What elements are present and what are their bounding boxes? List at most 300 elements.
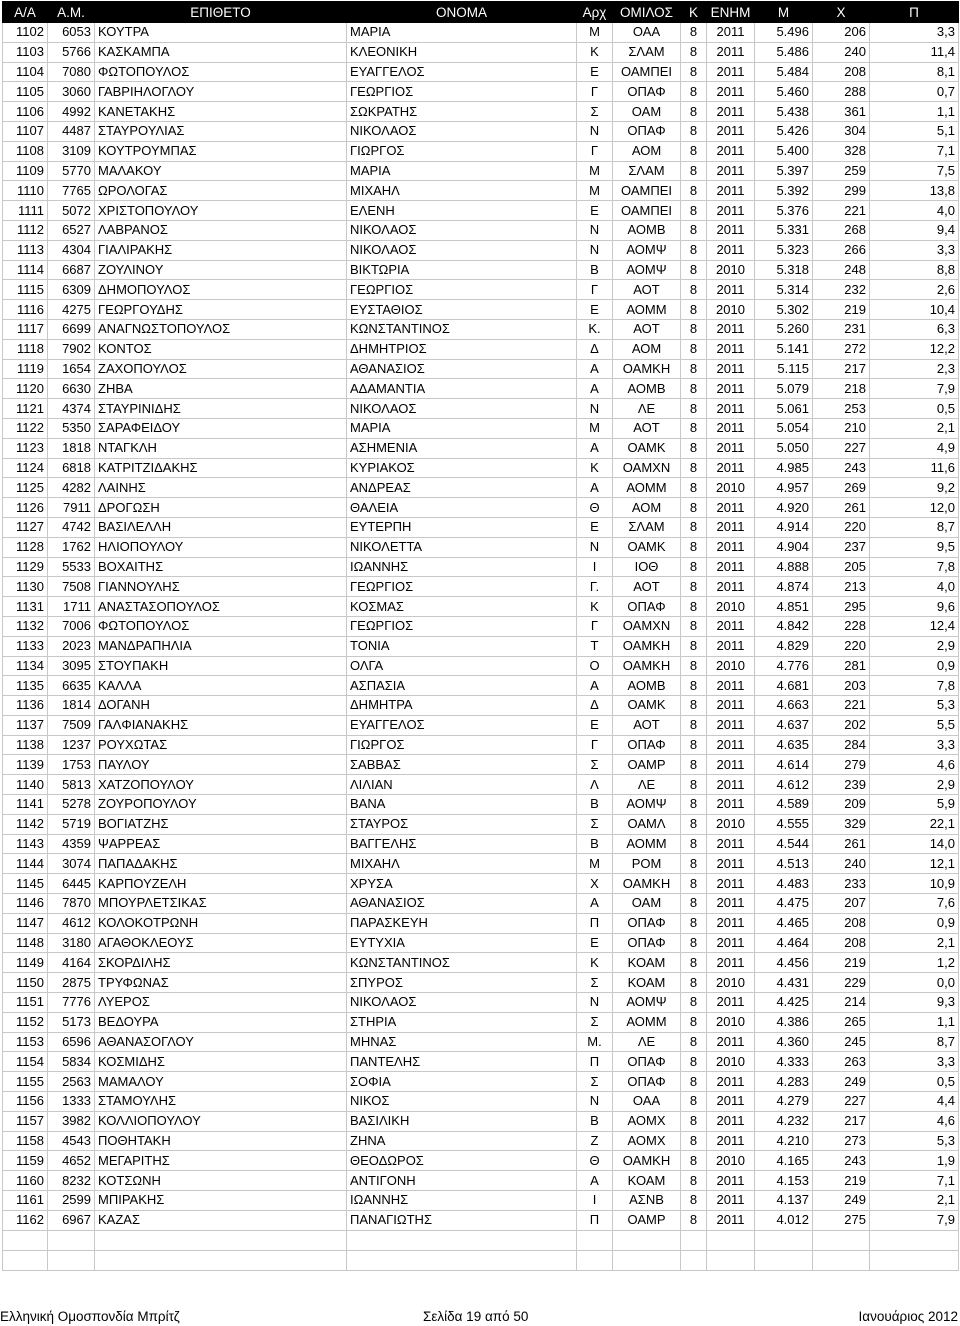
cell-k: 8 — [681, 240, 707, 260]
cell-k: 8 — [681, 498, 707, 518]
cell-x: 219 — [813, 300, 870, 320]
cell-x: 328 — [813, 141, 870, 161]
cell-update: 2011 — [707, 399, 755, 419]
cell-am: 6445 — [48, 874, 95, 894]
table-row — [3, 102, 959, 122]
cell-k: 8 — [681, 1072, 707, 1092]
cell-aa: 1159 — [3, 1151, 48, 1171]
cell-x: 295 — [813, 597, 870, 617]
cell-x: 259 — [813, 161, 870, 181]
cell-surname: ΖΗΒΑ — [95, 379, 347, 399]
cell-m: 4.333 — [755, 1052, 813, 1072]
cell-m: 5.318 — [755, 260, 813, 280]
cell-am: 6818 — [48, 458, 95, 478]
cell-x: 249 — [813, 1191, 870, 1211]
cell-initial: Κ — [577, 953, 613, 973]
cell-initial: Θ — [577, 498, 613, 518]
table-row — [3, 735, 959, 755]
cell-k: 8 — [681, 1092, 707, 1112]
cell-update: 2011 — [707, 676, 755, 696]
cell-name: ΝΙΚΟΛΑΟΣ — [347, 220, 577, 240]
cell-initial: Μ — [577, 418, 613, 438]
cell-k: 8 — [681, 438, 707, 458]
cell-name: ΓΕΩΡΓΙΟΣ — [347, 280, 577, 300]
cell-name: ΔΗΜΗΤΡΑ — [347, 696, 577, 716]
cell-club: ΑΟΜΨ — [613, 240, 681, 260]
cell-x: 229 — [813, 973, 870, 993]
cell-x: 279 — [813, 755, 870, 775]
cell-name: ΑΘΑΝΑΣΙΟΣ — [347, 894, 577, 914]
cell-surname: ΔΟΓΑΝΗ — [95, 696, 347, 716]
cell-x: 221 — [813, 201, 870, 221]
header-m: Μ — [755, 2, 813, 23]
cell-x: 361 — [813, 102, 870, 122]
cell-k: 8 — [681, 300, 707, 320]
cell-club: ΑΟΜΜ — [613, 300, 681, 320]
cell-p: 2,1 — [870, 418, 959, 438]
cell-x: 265 — [813, 1012, 870, 1032]
cell-surname: ΣΤΑΜΟΥΛΗΣ — [95, 1092, 347, 1112]
cell-name: ΓΕΩΡΓΙΟΣ — [347, 577, 577, 597]
cell-name: ΚΥΡΙΑΚΟΣ — [347, 458, 577, 478]
cell-aa: 1114 — [3, 260, 48, 280]
empty-cell — [3, 1250, 48, 1270]
cell-initial: Β — [577, 795, 613, 815]
cell-name: ΑΝΔΡΕΑΣ — [347, 478, 577, 498]
cell-aa: 1152 — [3, 1012, 48, 1032]
cell-p: 7,9 — [870, 1210, 959, 1230]
cell-name: ΜΙΧΑΗΛ — [347, 181, 577, 201]
cell-k: 8 — [681, 1131, 707, 1151]
cell-k: 8 — [681, 1032, 707, 1052]
cell-am: 5766 — [48, 42, 95, 62]
cell-surname: ΖΟΥΡΟΠΟΥΛΟΥ — [95, 795, 347, 815]
table-row — [3, 894, 959, 914]
cell-am: 4282 — [48, 478, 95, 498]
cell-k: 8 — [681, 656, 707, 676]
cell-m: 5.331 — [755, 220, 813, 240]
cell-k: 8 — [681, 775, 707, 795]
cell-x: 208 — [813, 913, 870, 933]
cell-k: 8 — [681, 735, 707, 755]
cell-club: ΟΑΜΚΗ — [613, 874, 681, 894]
cell-k: 8 — [681, 260, 707, 280]
table-row — [3, 319, 959, 339]
cell-surname: ΔΡΟΓΩΣΗ — [95, 498, 347, 518]
cell-initial: Ε — [577, 201, 613, 221]
cell-am: 5719 — [48, 814, 95, 834]
table-row — [3, 458, 959, 478]
cell-initial: Ι — [577, 557, 613, 577]
cell-k: 8 — [681, 1151, 707, 1171]
cell-am: 5173 — [48, 1012, 95, 1032]
cell-club: ΟΑΜΚΗ — [613, 636, 681, 656]
cell-name: ΒΑΓΓΕΛΗΣ — [347, 834, 577, 854]
cell-name: ΑΣΠΑΣΙΑ — [347, 676, 577, 696]
table-row — [3, 557, 959, 577]
cell-k: 8 — [681, 141, 707, 161]
cell-name: ΒΙΚΤΩΡΙΑ — [347, 260, 577, 280]
cell-m: 4.386 — [755, 1012, 813, 1032]
cell-am: 4304 — [48, 240, 95, 260]
cell-initial: Α — [577, 438, 613, 458]
cell-club: ΟΑΜΚ — [613, 537, 681, 557]
table-row — [3, 280, 959, 300]
empty-cell — [577, 1230, 613, 1250]
cell-p: 14,0 — [870, 834, 959, 854]
cell-m: 5.141 — [755, 339, 813, 359]
table-row — [3, 874, 959, 894]
cell-m: 4.612 — [755, 775, 813, 795]
cell-initial: Δ — [577, 339, 613, 359]
cell-p: 1,1 — [870, 102, 959, 122]
cell-p: 4,0 — [870, 577, 959, 597]
cell-k: 8 — [681, 854, 707, 874]
cell-club: ΡΟΜ — [613, 854, 681, 874]
cell-initial: Π — [577, 913, 613, 933]
cell-surname: ΚΟΝΤΟΣ — [95, 339, 347, 359]
cell-am: 4374 — [48, 399, 95, 419]
cell-surname: ΓΑΒΡΙΗΛΟΓΛΟΥ — [95, 82, 347, 102]
cell-update: 2011 — [707, 1072, 755, 1092]
cell-surname: ΣΤΑΥΡΙΝΙΔΗΣ — [95, 399, 347, 419]
cell-club: ΟΑΑ — [613, 23, 681, 43]
table-row — [3, 1012, 959, 1032]
cell-x: 208 — [813, 933, 870, 953]
cell-aa: 1130 — [3, 577, 48, 597]
cell-update: 2011 — [707, 201, 755, 221]
cell-surname: ΦΩΤΟΠΟΥΛΟΣ — [95, 616, 347, 636]
cell-update: 2011 — [707, 240, 755, 260]
cell-x: 233 — [813, 874, 870, 894]
cell-name: ΟΛΓΑ — [347, 656, 577, 676]
cell-name: ΕΥΑΓΓΕΛΟΣ — [347, 62, 577, 82]
cell-am: 5533 — [48, 557, 95, 577]
cell-k: 8 — [681, 458, 707, 478]
cell-x: 273 — [813, 1131, 870, 1151]
cell-p: 5,3 — [870, 1131, 959, 1151]
cell-m: 5.115 — [755, 359, 813, 379]
cell-x: 243 — [813, 458, 870, 478]
cell-initial: Κ — [577, 42, 613, 62]
cell-initial: Σ — [577, 973, 613, 993]
cell-p: 2,1 — [870, 933, 959, 953]
table-row — [3, 913, 959, 933]
cell-surname: ΚΑΡΠΟΥΖΕΛΗ — [95, 874, 347, 894]
cell-aa: 1158 — [3, 1131, 48, 1151]
table-row — [3, 854, 959, 874]
cell-k: 8 — [681, 339, 707, 359]
cell-initial: Σ — [577, 814, 613, 834]
cell-aa: 1111 — [3, 201, 48, 221]
cell-k: 8 — [681, 577, 707, 597]
cell-name: ΕΥΑΓΓΕΛΟΣ — [347, 715, 577, 735]
cell-aa: 1109 — [3, 161, 48, 181]
cell-name: ΜΑΡΙΑ — [347, 161, 577, 181]
cell-p: 12,1 — [870, 854, 959, 874]
cell-am: 2599 — [48, 1191, 95, 1211]
cell-am: 6687 — [48, 260, 95, 280]
cell-initial: Ε — [577, 933, 613, 953]
cell-x: 304 — [813, 121, 870, 141]
header-am: Α.Μ. — [48, 2, 95, 23]
cell-x: 261 — [813, 834, 870, 854]
cell-m: 4.681 — [755, 676, 813, 696]
cell-k: 8 — [681, 23, 707, 43]
cell-update: 2011 — [707, 141, 755, 161]
empty-cell — [347, 1230, 577, 1250]
cell-am: 7006 — [48, 616, 95, 636]
table-row — [3, 1171, 959, 1191]
cell-p: 6,3 — [870, 319, 959, 339]
cell-surname: ΩΡΟΛΟΓΑΣ — [95, 181, 347, 201]
cell-p: 10,4 — [870, 300, 959, 320]
table-row — [3, 141, 959, 161]
table-row — [3, 636, 959, 656]
cell-club: ΑΣΝΒ — [613, 1191, 681, 1211]
cell-surname: ΧΡΙΣΤΟΠΟΥΛΟΥ — [95, 201, 347, 221]
table-row — [3, 1131, 959, 1151]
cell-aa: 1115 — [3, 280, 48, 300]
cell-initial: Σ — [577, 755, 613, 775]
cell-aa: 1120 — [3, 379, 48, 399]
cell-x: 231 — [813, 319, 870, 339]
cell-am: 4487 — [48, 121, 95, 141]
cell-update: 2011 — [707, 913, 755, 933]
cell-update: 2011 — [707, 735, 755, 755]
header-club: ΟΜΙΛΟΣ — [613, 2, 681, 23]
cell-name: ΠΑΡΑΣΚΕΥΗ — [347, 913, 577, 933]
table-row — [3, 933, 959, 953]
cell-x: 299 — [813, 181, 870, 201]
cell-aa: 1136 — [3, 696, 48, 716]
cell-update: 2011 — [707, 854, 755, 874]
cell-m: 5.397 — [755, 161, 813, 181]
cell-x: 243 — [813, 1151, 870, 1171]
cell-am: 4359 — [48, 834, 95, 854]
cell-m: 5.496 — [755, 23, 813, 43]
table-row — [3, 755, 959, 775]
cell-initial: Σ — [577, 102, 613, 122]
empty-cell — [48, 1230, 95, 1250]
cell-am: 1762 — [48, 537, 95, 557]
cell-surname: ΨΑΡΡΕΑΣ — [95, 834, 347, 854]
table-row — [3, 577, 959, 597]
cell-am: 8232 — [48, 1171, 95, 1191]
cell-initial: Γ — [577, 735, 613, 755]
cell-surname: ΑΘΑΝΑΣΟΓΛΟΥ — [95, 1032, 347, 1052]
cell-name: ΝΙΚΟΛΑΟΣ — [347, 121, 577, 141]
cell-p: 2,9 — [870, 775, 959, 795]
cell-p: 4,9 — [870, 438, 959, 458]
cell-name: ΓΙΩΡΓΟΣ — [347, 141, 577, 161]
cell-club: ΟΑΜΚΗ — [613, 359, 681, 379]
cell-k: 8 — [681, 913, 707, 933]
cell-aa: 1144 — [3, 854, 48, 874]
cell-am: 2875 — [48, 973, 95, 993]
cell-club: ΑΟΜΜ — [613, 1012, 681, 1032]
cell-aa: 1104 — [3, 62, 48, 82]
cell-k: 8 — [681, 220, 707, 240]
cell-aa: 1147 — [3, 913, 48, 933]
cell-name: ΜΙΧΑΗΛ — [347, 854, 577, 874]
cell-update: 2011 — [707, 42, 755, 62]
cell-p: 9,6 — [870, 597, 959, 617]
cell-x: 202 — [813, 715, 870, 735]
cell-k: 8 — [681, 1191, 707, 1211]
cell-k: 8 — [681, 1171, 707, 1191]
cell-club: ΟΑΜΠΕΙ — [613, 181, 681, 201]
cell-m: 4.614 — [755, 755, 813, 775]
cell-p: 7,1 — [870, 141, 959, 161]
cell-p: 12,0 — [870, 498, 959, 518]
cell-aa: 1129 — [3, 557, 48, 577]
empty-cell — [613, 1250, 681, 1270]
table-row — [3, 1092, 959, 1112]
cell-k: 8 — [681, 834, 707, 854]
cell-k: 8 — [681, 181, 707, 201]
cell-k: 8 — [681, 557, 707, 577]
cell-p: 8,1 — [870, 62, 959, 82]
cell-surname: ΓΙΑΛΙΡΑΚΗΣ — [95, 240, 347, 260]
cell-aa: 1131 — [3, 597, 48, 617]
cell-surname: ΓΙΑΝΝΟΥΛΗΣ — [95, 577, 347, 597]
cell-initial: Β — [577, 260, 613, 280]
cell-aa: 1161 — [3, 1191, 48, 1211]
cell-initial: Τ — [577, 636, 613, 656]
cell-x: 284 — [813, 735, 870, 755]
cell-update: 2011 — [707, 755, 755, 775]
empty-cell — [681, 1230, 707, 1250]
cell-club: ΟΑΜΛ — [613, 814, 681, 834]
cell-am: 4742 — [48, 517, 95, 537]
cell-club: ΟΑΑ — [613, 1092, 681, 1112]
cell-initial: Α — [577, 1171, 613, 1191]
cell-m: 5.400 — [755, 141, 813, 161]
cell-club: ΣΛΑΜ — [613, 517, 681, 537]
cell-x: 228 — [813, 616, 870, 636]
cell-m: 5.426 — [755, 121, 813, 141]
cell-surname: ΚΟΤΣΩΝΗ — [95, 1171, 347, 1191]
cell-x: 237 — [813, 537, 870, 557]
cell-m: 5.061 — [755, 399, 813, 419]
cell-am: 6053 — [48, 23, 95, 43]
cell-surname: ΚΑΣΚΑΜΠΑ — [95, 42, 347, 62]
table-row — [3, 379, 959, 399]
cell-update: 2011 — [707, 993, 755, 1013]
cell-club: ΑΟΤ — [613, 280, 681, 300]
cell-initial: Κ — [577, 458, 613, 478]
cell-aa: 1102 — [3, 23, 48, 43]
cell-surname: ΡΟΥΧΩΤΑΣ — [95, 735, 347, 755]
cell-x: 269 — [813, 478, 870, 498]
cell-update: 2010 — [707, 973, 755, 993]
cell-k: 8 — [681, 755, 707, 775]
cell-m: 5.314 — [755, 280, 813, 300]
cell-x: 221 — [813, 696, 870, 716]
cell-k: 8 — [681, 418, 707, 438]
empty-cell — [48, 1250, 95, 1270]
cell-x: 253 — [813, 399, 870, 419]
cell-update: 2011 — [707, 636, 755, 656]
cell-am: 2563 — [48, 1072, 95, 1092]
cell-x: 268 — [813, 220, 870, 240]
cell-aa: 1117 — [3, 319, 48, 339]
cell-aa: 1142 — [3, 814, 48, 834]
cell-initial: Σ — [577, 1072, 613, 1092]
cell-am: 4652 — [48, 1151, 95, 1171]
table-row — [3, 438, 959, 458]
cell-k: 8 — [681, 993, 707, 1013]
cell-club: ΑΟΜΒ — [613, 676, 681, 696]
cell-initial: Γ — [577, 616, 613, 636]
cell-surname: ΛΑΙΝΗΣ — [95, 478, 347, 498]
cell-p: 2,3 — [870, 359, 959, 379]
cell-surname: ΝΤΑΓΚΛΗ — [95, 438, 347, 458]
cell-aa: 1112 — [3, 220, 48, 240]
cell-surname: ΤΡΥΦΩΝΑΣ — [95, 973, 347, 993]
cell-initial: Β — [577, 834, 613, 854]
cell-aa: 1121 — [3, 399, 48, 419]
footer-date: Ιανουάριος 2012 — [858, 1309, 958, 1324]
cell-surname: ΚΟΣΜΙΔΗΣ — [95, 1052, 347, 1072]
cell-surname: ΒΟΧΑΙΤΗΣ — [95, 557, 347, 577]
cell-am: 3109 — [48, 141, 95, 161]
cell-x: 220 — [813, 636, 870, 656]
cell-p: 7,9 — [870, 379, 959, 399]
cell-p: 2,6 — [870, 280, 959, 300]
cell-k: 8 — [681, 676, 707, 696]
header-x: Χ — [813, 2, 870, 23]
cell-aa: 1124 — [3, 458, 48, 478]
cell-aa: 1138 — [3, 735, 48, 755]
cell-club: ΟΑΜΠΕΙ — [613, 201, 681, 221]
cell-m: 4.279 — [755, 1092, 813, 1112]
cell-aa: 1151 — [3, 993, 48, 1013]
cell-club: ΑΟΜ — [613, 141, 681, 161]
cell-am: 6635 — [48, 676, 95, 696]
cell-am: 5278 — [48, 795, 95, 815]
table-row — [3, 597, 959, 617]
cell-update: 2011 — [707, 339, 755, 359]
cell-initial: Α — [577, 478, 613, 498]
footer-federation: Ελληνική Ομοσπονδία Μπρίτζ — [0, 1309, 180, 1324]
cell-m: 5.260 — [755, 319, 813, 339]
cell-update: 2011 — [707, 418, 755, 438]
table-row — [3, 1032, 959, 1052]
cell-initial: Ν — [577, 240, 613, 260]
cell-p: 22,1 — [870, 814, 959, 834]
cell-x: 329 — [813, 814, 870, 834]
cell-aa: 1135 — [3, 676, 48, 696]
cell-surname: ΚΟΛΛΙΟΠΟΥΛΟΥ — [95, 1111, 347, 1131]
cell-update: 2010 — [707, 1052, 755, 1072]
cell-aa: 1119 — [3, 359, 48, 379]
cell-club: ΑΟΜΨ — [613, 260, 681, 280]
cell-update: 2011 — [707, 894, 755, 914]
cell-club: ΚΟΑΜ — [613, 953, 681, 973]
cell-club: ΟΠΑΦ — [613, 913, 681, 933]
cell-name: ΔΗΜΗΤΡΙΟΣ — [347, 339, 577, 359]
cell-initial: Β — [577, 1111, 613, 1131]
cell-m: 4.465 — [755, 913, 813, 933]
cell-update: 2011 — [707, 1032, 755, 1052]
header-row — [3, 2, 959, 23]
cell-am: 7870 — [48, 894, 95, 914]
cell-p: 5,1 — [870, 121, 959, 141]
cell-am: 5072 — [48, 201, 95, 221]
cell-name: ΙΩΑΝΝΗΣ — [347, 557, 577, 577]
